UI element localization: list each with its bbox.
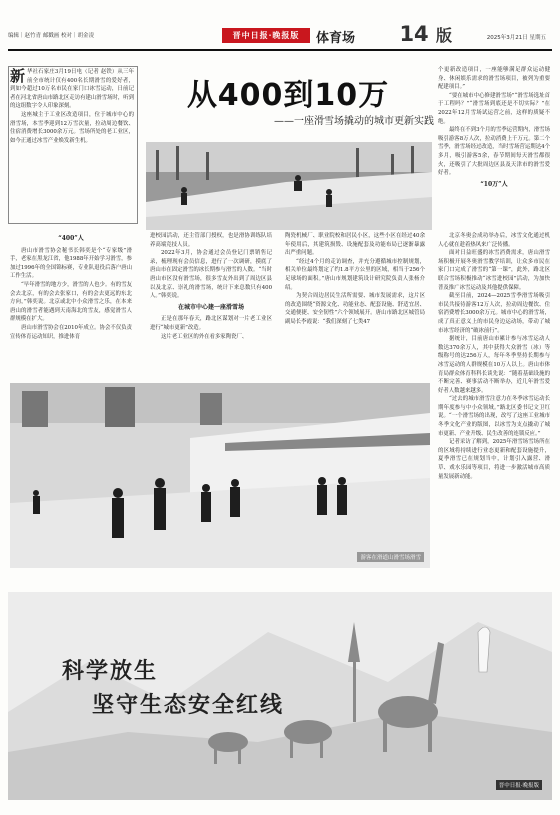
page-number-value: 14 [399,22,429,46]
subheading-city-center: 在城市中心建一座滑雪场 [177,303,244,311]
col4-para-2: 面对日益旺盛的冰雪消费需求，唐山滑雪场积极开展冬奥滑雪教学培训，让众多市民在家门口完成了滑雪的“第一课”，此外，路北区联合雪场积极推动“冰雪进校园”活动，为加快普及推广冰雪运动及其他提供保障。 [438,250,550,291]
col4-para-1: 北京冬奥会成功举办后，冰雪文化通过机人心就在趁着热风来广泛传播。 [438,233,550,248]
subheading-100k: “10万”人 [480,180,508,188]
col3-para-3: 为契合周边居民生活所需要、城市发展需求，这片区的改造围绕“资源文化、功能业态、配套设施、舒适宜居、交通便捷、安全韧性”六个领域展开。唐山市路北区城管局副局长李霞说：“我们深刻了七类47 [285,293,425,325]
col1-para-2: “早年滑雪的地方少，滑雪的人也少。有的雪友会去北京，有的会去张家口，有的会去更远的东北方向，”韩奕说。北京或北中小众滑雪之乐，在本来唐山的滑雪者能遇到天南海北的雪友，感觉滑雪人群规模在扩大。 [10,281,132,323]
poster-credit: 晋中日报·晚报版 [496,780,542,790]
body-column-1 [10,232,132,384]
colr-para-3: 最终在不到3个月的雪季运营期内，滑雪场吸引游客8万人次，拉动消费上千万元。第二个雪季，滑雪场经过改造，当时雪场营运期达4个多月，吸引游客5余，春节期间每天滑雪都很火，还吸引了大批周边区县及天津市的滑雪爱好者。 [438,127,550,177]
body-column-3 [285,232,425,384]
ecology-poster [8,592,552,800]
col4-para-5: “过去的城市滑雪注意力在冬季冰雪运动长期年度参与中小众领域。”路北区委书记文卫红说。“一个滑雪场的出现，改写了这座工业城市冬季文化产业的版图，以冰雪为支点撬动了城市更新、产业升级、民生改善的连锁反应。” [438,396,550,437]
intro-para-2: 这座城主于工业区改造项目，位于城市中心的滑雪场，本雪季迎到12万雪次量，拉动周边餐饮、住宿消费增长3000余万元。雪场所处的老工业区，如今正通过冰雪产业焕发新生机。 [10,111,134,144]
col3-para-1: 陶瓷机械厂、职业院校和居民小区，这些小区在经过40余年使用后，其建筑损毁、设施配套及功能布局已逐渐暴露出严重问题。 [285,233,425,257]
ski-slope-photo-top [146,142,432,230]
article-headline: 从400到10万 [186,78,390,113]
article-subheadline: ——一座滑雪场撬动的城市更新实践 [274,116,434,127]
col3-para-2: “经过4个月的走访调查，并充分遵循城市控制规划，相关单位最终划定了约1.8平方公里的区域，相当于256个足球场的面积。”唐山市规划建筑设计研究院负责人张杨介绍。 [285,258,425,291]
issue-date: 2025年3月21日 星期五 [486,35,546,41]
intro-para-1: 华社石家庄3月19日电（记者 赵铁）从三年前全市统计仅有400名长期滑雪的爱好者，到如今超过10万名市民在家门口冰雪运动，日前记者在河北省唐山市路北区走访有建山滑雪场时，听到的这组数字令人印象深刻。 [10,69,134,110]
poster-title-line-1: 科学放生 [62,659,159,684]
col1-para-1: 唐山市滑雪协会秘书长韩奕是个“专家级”滑手，老家在黑龙江省，他1988年开始学习滑雪，参加过1996年的全国锦标赛，专业队退役后落户唐山工作生活。 [10,247,132,280]
col1-para-3: 唐山市滑雪协会在2010年成立。协会不仅负责宣传体育运动知识，推进体育 [10,324,132,340]
col2-para-4: 这片老工业区的外在看多家陶瓷厂、 [161,333,248,340]
col2-para-2: 2022年3月，协会通过会员登记门票销售记录，梳理现有会员信息，进行了一次调研，摸底了唐山市在固定滑雪的冰长期参与滑雪的人数。“当时唐山市区没有滑雪场，很多雪友外出到了周边区县以及北京、崇礼的滑雪场，统计下来总数只有400人。”韩奕说。 [150,250,272,300]
ski-slope-photo-main [10,383,430,568]
intro-dropcap: 新 [10,68,26,85]
page-number-unit: 版 [435,26,452,45]
poster-title-line-2: 坚守生态安全红线 [92,693,285,718]
body-column-2 [150,232,272,384]
body-column-right-top [438,66,550,232]
col4-para-4: 据统计，目前唐山市累计参与冰雪运动人数达370余万人，其中获得大众滑雪（冰）等级称号的达256万人，每年冬季坚持长期参与冰雪运动的人群规模在10万人以上。唐山市体育局群众体育科科长谈先说：“随着基础设施的不断完善、赛事活动不断举办，近几年滑雪爱好者人数越来越多。 [438,336,550,394]
body-column-4 [438,232,550,577]
col4-para-6: 记者采访了解到，2025年滑雪场雪场所在的区域将持续进行业态更新和配套设施提升，夏季滑雪已在规划当中，计划引入露营、滑草、戏水乐园等项目，将进一步激活城市高质量发展新动能。 [438,439,550,480]
col2-para-3: 正是在那年春天，路北区谋划对一片老工业区进行“城市更新”改造。 [150,316,272,331]
colr-para-1: 个更新改造项目，一座能够满足群众运动健身、休闲娱乐需求的滑雪场项目，被列为重要配建项目。” [438,67,550,91]
photo-caption: 游客在滑道山滑雪场滑雪 [357,552,424,562]
subheading-400: “400”人 [58,235,84,242]
section-title: 体育场 [316,31,356,46]
colr-para-2: “要在城市中心修建滑雪场”“滑雪场选址首于工程吗？”“滑雪场到底还是不切实际？”在2022年12月雪场试运营之前，这样的质疑不绝。 [438,92,550,125]
page-header [8,8,552,50]
col4-para-3: 截至目前，2024—2025雪季滑雪场吸引市民共接待游客12万人次，拉动周边餐饮、住宿消费增长3000余万元。城市中心的滑雪场，成了真正意义上的市民身边运动场，带动了城市冰雪经济的“破冰前行”。 [438,293,550,334]
intro-text [10,68,134,222]
header-rule [8,49,552,51]
page-number [399,22,452,46]
newspaper-logo: 晋中日报·晚报版 [222,28,310,43]
editors-line: 编辑｜赵竹青 邮戳画 校对｜胡金凌 [8,33,94,39]
col2-para-1: 进校园活动，还主管部门授权，也是滑协训练队培养高端竞技人员。 [150,233,272,248]
